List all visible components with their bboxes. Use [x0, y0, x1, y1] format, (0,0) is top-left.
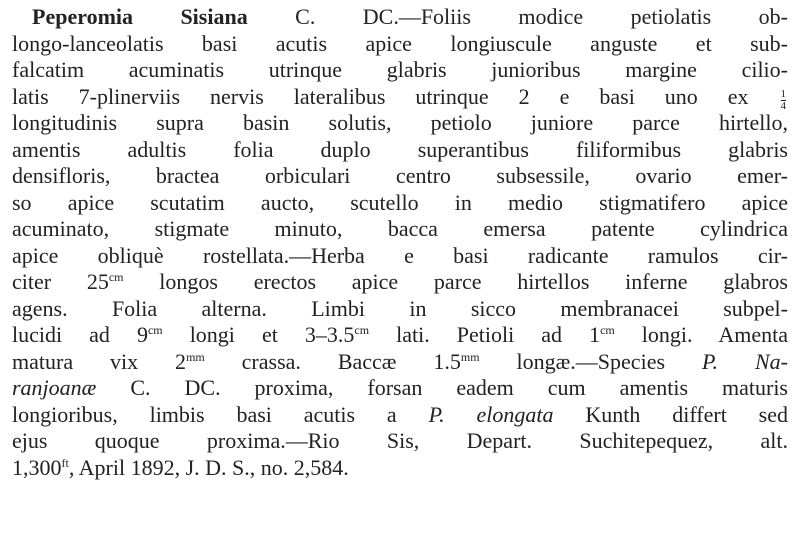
fraction-numerator: 1: [780, 87, 787, 100]
text-line-4-text: latis 7-plinerviis nervis lateralibus utrinque 2 e basi uno ex: [12, 83, 749, 109]
taxon-italic: P. Na-: [701, 348, 788, 374]
text-line-4: [12, 84, 788, 111]
text-line-15: [12, 375, 788, 402]
text-line-13-a: lucidi ad 9: [12, 322, 148, 347]
text-line-18-b: , April 1892, J. D. S., no. 2,584.: [68, 454, 349, 480]
text-line-3: falcatim acuminatis utrinque glabris junioribus margine cilio-: [12, 57, 788, 82]
text-line-5: longitudinis supra basin solutis, petiolo juniore parce hirtello,: [12, 110, 788, 135]
text-line-13-b: longi et 3–3.5: [162, 322, 355, 347]
text-line-14: [12, 349, 788, 376]
species-description: [12, 4, 788, 481]
text-line-16-b: Kunth differt sed: [553, 401, 788, 427]
unit-superscript: cm: [108, 270, 124, 284]
text-line-14-c: longæ.—Species: [479, 348, 702, 374]
unit-superscript: cm: [600, 323, 615, 337]
unit-superscript: cm: [354, 323, 370, 337]
taxon-italic: ranjoanæ: [12, 375, 97, 400]
text-line-1-rest: C. DC.—Foliis modice petiolatis ob-: [247, 4, 788, 29]
text-line-13-c: lati. Petioli ad 1: [369, 322, 601, 347]
text-line-17: ejus quoque proxima.—Rio Sis, Depart. Suchitepequez, alt.: [12, 428, 788, 453]
text-line-16-a: longioribus, limbis basi acutis a: [12, 401, 429, 427]
text-line-14-b: crassa. Baccæ 1.5: [204, 348, 461, 374]
fraction-denominator: 4: [780, 99, 787, 112]
unit-superscript: ft: [61, 455, 69, 470]
text-line-15-rest: C. DC. proxima, forsan eadem cum amentis maturis: [96, 375, 788, 400]
unit-superscript: cm: [147, 323, 163, 337]
species-name: Peperomia Sisiana: [32, 4, 248, 29]
text-line-9: acuminato, stigmate minuto, bacca emersa patente cylindrica: [12, 216, 788, 241]
text-line-13: [12, 322, 788, 349]
text-line-8: so apice scutatim aucto, scutello in medio stigmatifero apice: [12, 189, 788, 215]
text-line-11-a: citer 25: [12, 269, 109, 294]
text-line-11-b: longos erectos apice parce hirtellos inferne glabros: [123, 269, 788, 294]
text-line-2: longo-lanceolatis basi acutis apice longiuscule anguste et sub-: [12, 30, 788, 56]
text-line-11: [12, 269, 788, 296]
taxon-italic: P. elongata: [428, 401, 554, 427]
text-line-13-d: longi. Amenta: [614, 322, 788, 347]
text-line-14-a: matura vix 2: [12, 348, 187, 374]
text-line-12: agens. Folia alterna. Limbi in sicco membranacei subpel-: [12, 295, 788, 321]
text-line-18-a: 1,300: [12, 454, 62, 480]
text-line-18: [12, 455, 788, 482]
text-line-7: densifloris, bractea orbiculari centro subsessile, ovario emer-: [12, 163, 788, 188]
text-line-6: amentis adultis folia duplo superantibus filiformibus glabris: [12, 136, 788, 162]
unit-superscript: mm: [460, 349, 480, 364]
fraction: [781, 89, 787, 112]
unit-superscript: mm: [186, 349, 205, 364]
text-line-16: [12, 402, 788, 429]
text-line-10: apice obliquè rostellata.—Herba e basi radicante ramulos cir-: [12, 242, 788, 268]
text-line-1: [12, 4, 788, 31]
